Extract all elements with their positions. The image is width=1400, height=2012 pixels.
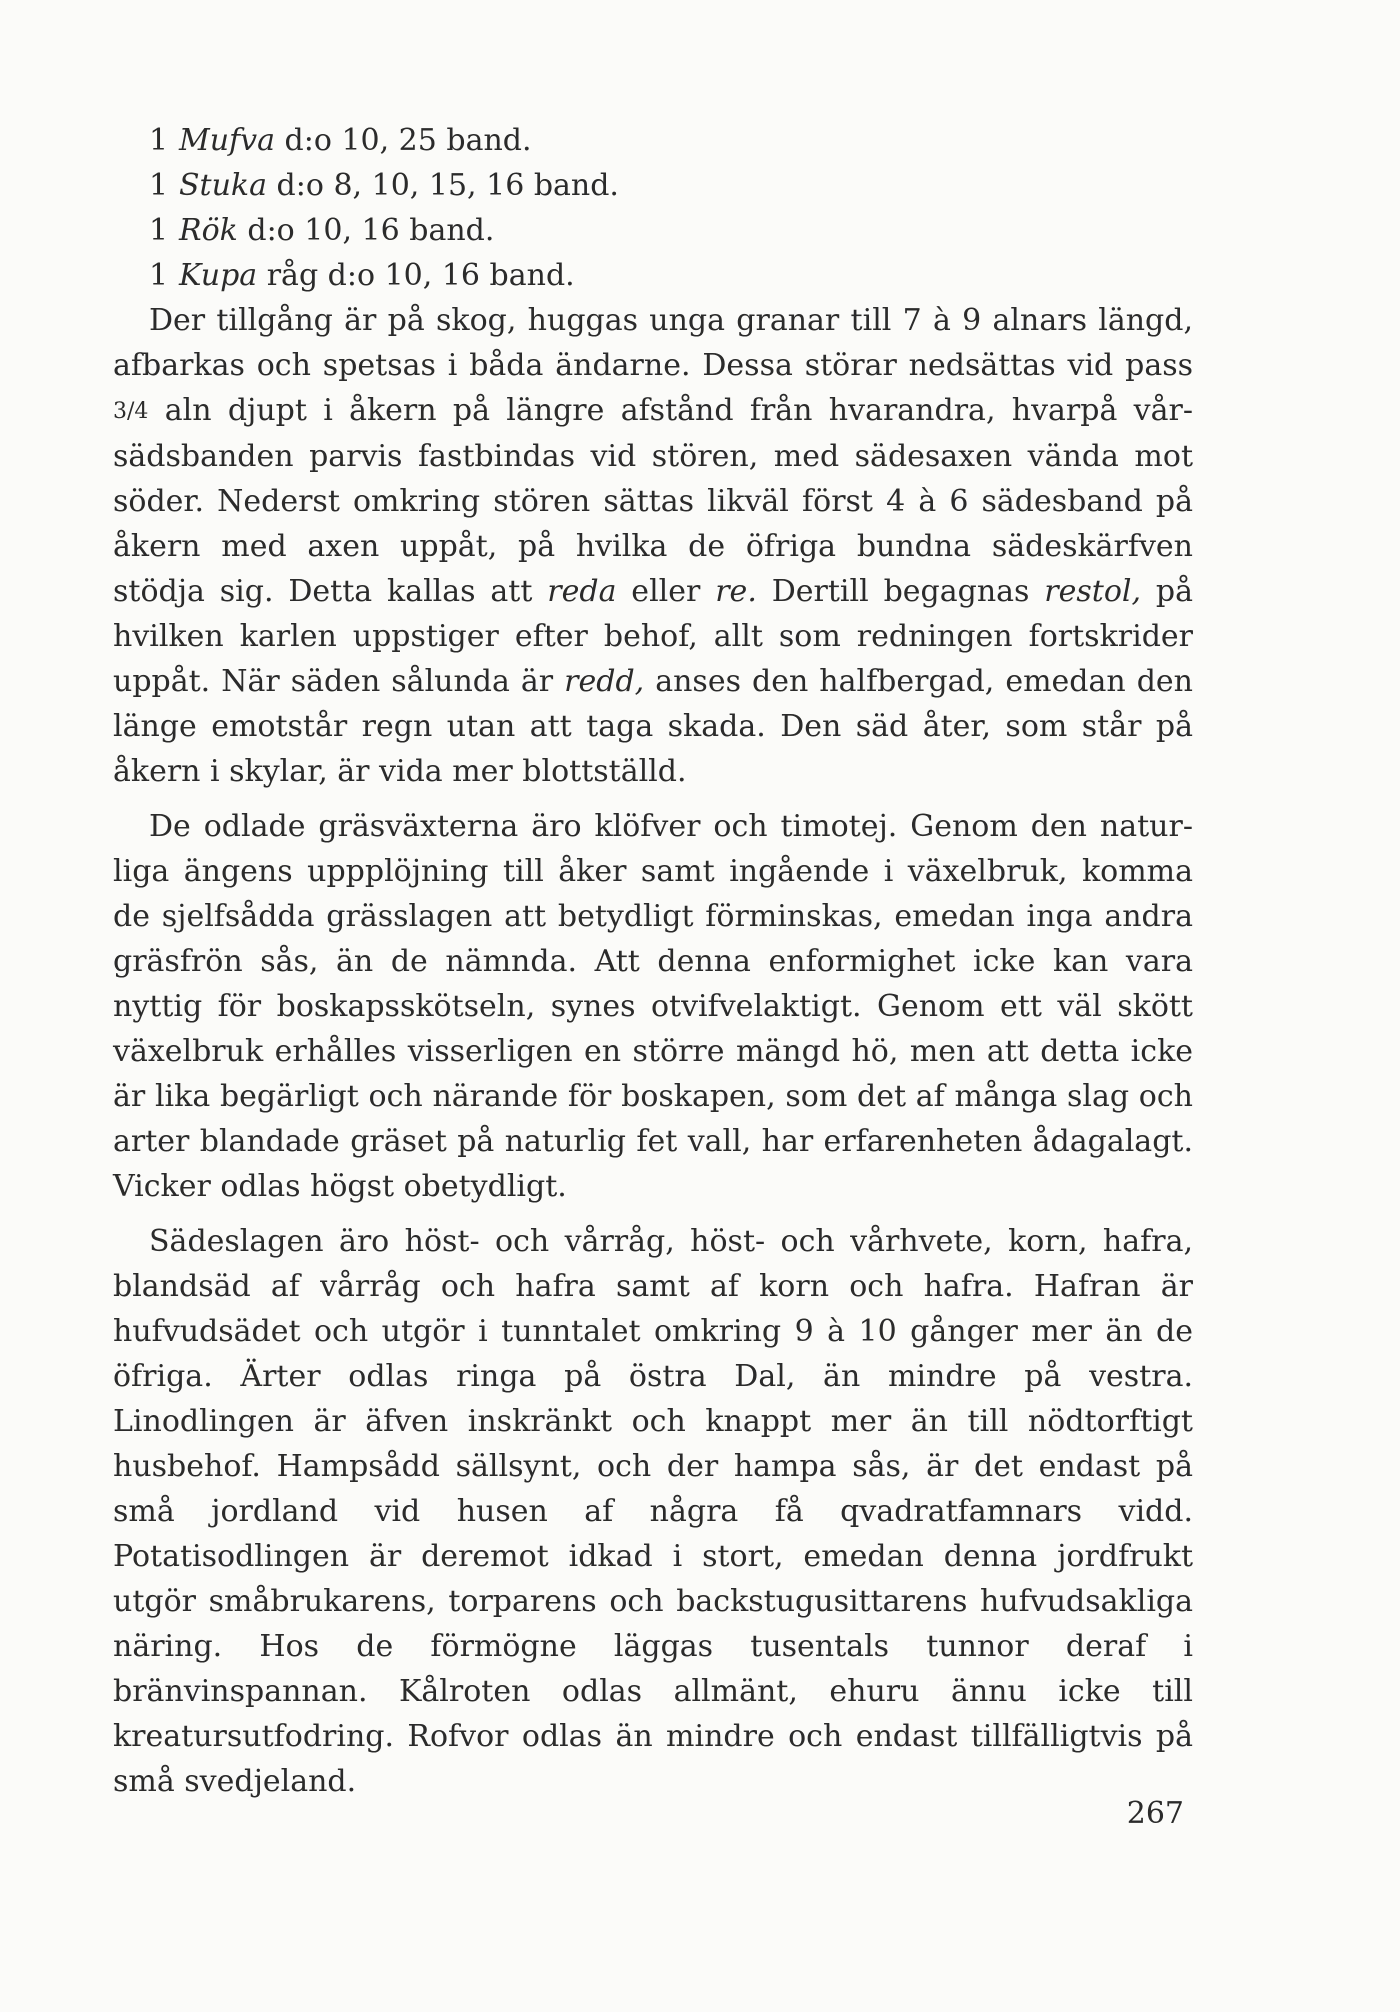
list-item-text: d:o 10, 25 band. xyxy=(284,123,532,158)
list-item xyxy=(149,253,1193,298)
paragraph-text: på hvilken karlen uppstiger efter behof, allt som redningen fortskrider uppåt. När säden sålunda är xyxy=(113,574,1193,699)
list-item-text: råg d:o 10, 16 band. xyxy=(266,258,575,293)
italic-term: redd, xyxy=(564,664,645,699)
list-item-number: 1 xyxy=(149,168,169,203)
paragraph-text: Der tillgång är på skog, huggas unga granar till 7 à 9 alnars längd, afbarkas och spetsas i båda ändarne. Dessa störar nedsättas vid pass xyxy=(113,303,1193,383)
list-item-name: Stuka xyxy=(179,168,267,203)
paragraph-stakes xyxy=(113,298,1193,794)
italic-term: reda xyxy=(547,574,617,609)
page-number: 267 xyxy=(1126,1796,1184,1831)
list-item-text: d:o 10, 16 band. xyxy=(247,213,495,248)
italic-term: restol, xyxy=(1044,574,1142,609)
paragraph-grains: Sädeslagen äro höst- och vårråg, höst- och vårhvete, korn, hafra, blandsäd af vårråg och hafra samt af korn och hafra. Hafran är hufvudsädet och utgör i tunntalet omkring 9 à 10 gånger mer än de öfriga. Ärter odlas ringa på östra Dal, än mindre på vestra. Linodlingen är äfven inskränkt och knappt mer än till nödtorftigt husbehof. Hampsådd sällsynt, och der hampa sås, är det endast på små jordland vid husen af några få qvadratfamnars vidd. Potatisodlingen är deremot idkad i stort, emedan denna jordfrukt utgör småbrukarens, torparens och backstugusittarens hufvudsakliga näring. Hos de förmögne läggas tusentals tunnor deraf i bränvinspannan. Kålroten odlas allmänt, ehuru ännu icke till kreatursutfodring. Rofvor odlas än mindre och endast tillfälligtvis på små svedjeland. xyxy=(113,1224,1193,1799)
page-body xyxy=(113,118,1193,1804)
list-item-name: Mufva xyxy=(179,123,275,158)
list-item-number: 1 xyxy=(149,213,169,248)
list-item xyxy=(149,163,1193,208)
list-item-name: Kupa xyxy=(179,258,258,293)
paragraph-text: aln djupt i åkern på längre afstånd från hvarandra, hvarpå vårsädsbanden parvis fastbindas vid stören, med sädesaxen vända mot söder. Nederst omkring stören sättas likväl först 4 à 6 sädesband på åkern med axen uppåt, på hvilka de öfriga bundna sädeskärfven stödja sig. Detta kallas att xyxy=(113,393,1193,609)
paragraph-text: eller xyxy=(616,574,716,609)
list-item-number: 1 xyxy=(149,258,169,293)
paragraph-text: Dertill begagnas xyxy=(756,574,1045,609)
fraction: 3/4 xyxy=(113,399,149,424)
list-item-text: d:o 8, 10, 15, 16 band. xyxy=(276,168,619,203)
list-item xyxy=(149,208,1193,253)
list-item-number: 1 xyxy=(149,123,169,158)
list-item xyxy=(149,118,1193,163)
italic-term: re. xyxy=(715,574,757,609)
paragraph-text: anses den halfbergad, emedan den länge emotstår regn utan att taga skada. Den säd åter, som står på åkern i skylar, är vida mer blottställd. xyxy=(113,664,1193,789)
list-item-name: Rök xyxy=(179,213,238,248)
paragraph-grasses: De odlade gräsväxterna äro klöfver och timotej. Genom den naturliga ängens uppplöjning till åker samt ingående i växelbruk, komma de sjelfsådda grässlagen att betydligt förminskas, emedan inga andra gräsfrön sås, än de nämnda. Att denna enformighet icke kan vara nyttig för boskapsskötseln, synes otvifvelaktigt. Genom ett väl skött växelbruk erhålles visserligen en större mängd hö, men att detta icke är lika begärligt och närande för boskapen, som det af många slag och arter blandade gräset på naturlig fet vall, har erfarenheten ådagalagt. Vicker odlas högst obetydligt. xyxy=(113,809,1193,1204)
